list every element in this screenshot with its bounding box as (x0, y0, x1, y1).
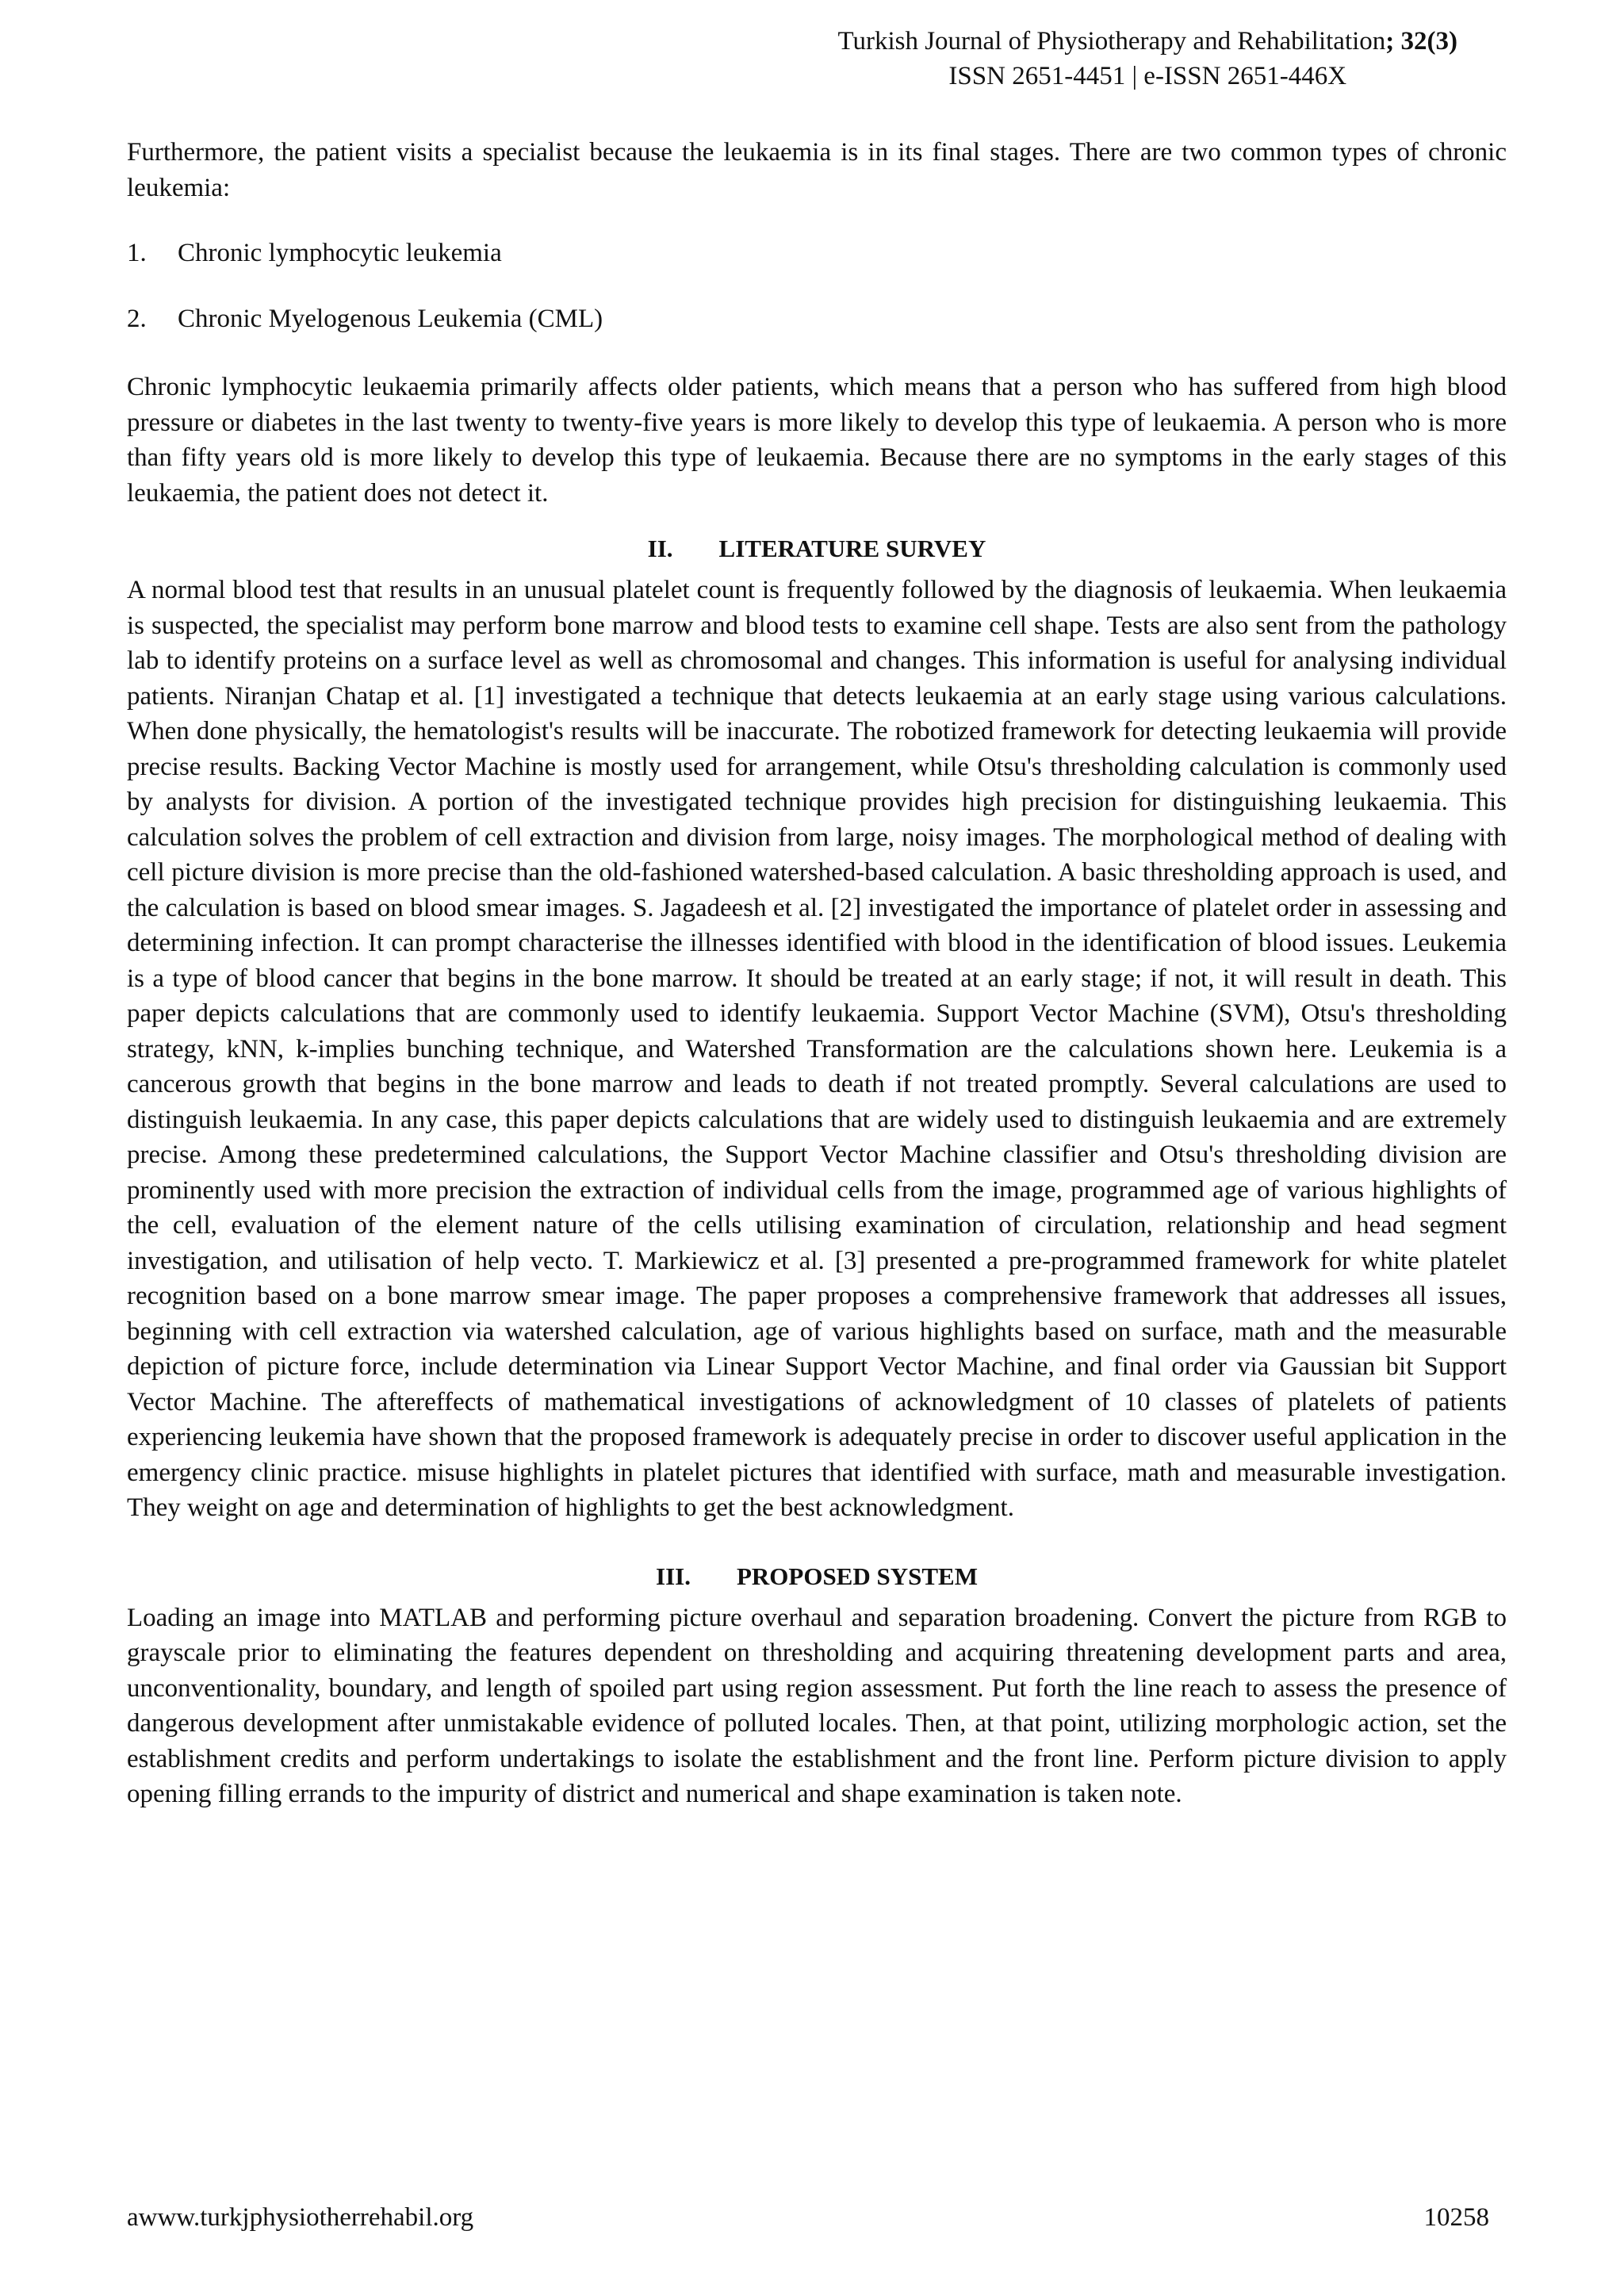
section-title: LITERATURE SURVEY (718, 535, 986, 562)
journal-title: Turkish Journal of Physiotherapy and Rehabilitation (837, 27, 1386, 56)
proposed-system-paragraph: Loading an image into MATLAB and performing picture overhaul and separation broadening. Convert the picture from RGB to grayscale prior to eliminating the features dependent on thresholding and acquiring threatening development parts and area, unconventionality, boundary, and length of spoiled part using region assessment. Put forth the line reach to assess the presence of dangerous development after unmistakable evidence of polluted locales. Then, at that point, utilizing morphologic action, set the establishment credits and perform undertakings to isolate the establishment and the front line. Perform picture division to apply opening filling errands to the impurity of district and numerical and shape examination is taken note. (127, 1603, 1507, 1808)
list-text: Chronic lymphocytic leukemia (178, 239, 502, 267)
section-number: III. (656, 1562, 691, 1590)
intro-paragraph: Furthermore, the patient visits a specialist because the leukaemia is in its final stages. There are two common types of chronic leukemia: (127, 138, 1507, 202)
journal-issn: ISSN 2651-4451 | e-ISSN 2651-446X (948, 62, 1347, 90)
section-heading-proposed-system (127, 1559, 1507, 1594)
journal-title-line (837, 24, 1457, 59)
journal-header (837, 24, 1457, 94)
list-number: 1. (127, 239, 147, 267)
list-number: 2. (127, 304, 147, 333)
section-number: II. (647, 535, 673, 562)
section-heading-literature-survey (127, 531, 1507, 566)
page-number: 10258 (1423, 2203, 1489, 2232)
literature-survey-paragraph: A normal blood test that results in an unusual platelet count is frequently followed by the diagnosis of leukaemia. When leukaemia is suspected, the specialist may perform bone marrow and blood tests to examine cell shape. Tests are also sent from the pathology lab to identify proteins on a surface level as well as chromosomal and changes. This information is useful for analysing individual patients. Niranjan Chatap et al. [1] investigated a technique that detects leukaemia at an early stage using various calculations. When done physically, the hematologist's results will be inaccurate. The robotized framework for detecting leukaemia will provide precise results. Backing Vector Machine is mostly used for arrangement, while Otsu's thresholding calculation is commonly used by analysts for division. A portion of the investigated technique provides high precision for distinguishing leukaemia. This calculation solves the problem of cell extraction and division from large, noisy images. The morphological method of dealing with cell picture division is more precise than the old-fashioned watershed-based calculation. A basic thresholding approach is used, and the calculation is based on blood smear images. S. Jagadeesh et al. [2] investigated the importance of platelet order in assessing and determining infection. It can prompt characterise the illnesses identified with blood in the identification of blood issues. Leukemia is a type of blood cancer that begins in the bone marrow. It should be treated at an early stage; if not, it will result in death. This paper depicts calculations that are commonly used to identify leukaemia. Support Vector Machine (SVM), Otsu's thresholding strategy, kNN, k-implies bunching technique, and Watershed Transformation are the calculations shown here. Leukemia is a cancerous growth that begins in the bone marrow and leads to death if not treated promptly. Several calculations are used to distinguish leukaemia. In any case, this paper depicts calculations that are widely used to distinguish leukaemia and are extremely precise. Among these predetermined calculations, the Support Vector Machine classifier and Otsu's thresholding division are prominently used with more precision the extraction of individual cells from the image, programmed age of various highlights of the cell, evaluation of the element nature of the cells utilising examination of circulation, relationship and head segment investigation, and utilisation of help vecto. T. Markiewicz et al. [3] presented a pre-programmed framework for white platelet recognition based on a bone marrow smear image. The paper proposes a comprehensive framework that addresses all issues, beginning with cell extraction via watershed calculation, age of various highlights based on surface, math and the measurable depiction of picture force, include determination via Linear Support Vector Machine, and final order via Gaussian bit Support Vector Machine. The aftereffects of mathematical investigations of acknowledgment of 10 classes of platelets of patients experiencing leukemia have shown that the proposed framework is adequately precise in order to discover useful application in the emergency clinic practice. misuse highlights in platelet pictures that identified with surface, math and measurable investigation. They weight on age and determination of highlights to get the best acknowledgment. (127, 576, 1507, 1522)
chronic-paragraph: Chronic lymphocytic leukaemia primarily affects older patients, which means that a person who has suffered from high blood pressure or diabetes in the last twenty to twenty-five years is more likely to develop this type of leukaemia. A person who is more than fifty years old is more likely to develop this type of leukaemia. Because there are no symptoms in the early stages of this leukaemia, the patient does not detect it. (127, 373, 1507, 508)
footer-url[interactable]: awww.turkjphysiotherrehabil.org (127, 2203, 474, 2232)
page-body (127, 135, 1507, 1812)
list-item (127, 236, 1507, 271)
list-text: Chronic Myelogenous Leukemia (CML) (178, 304, 603, 333)
section-title: PROPOSED SYSTEM (736, 1562, 978, 1590)
list-item (127, 301, 1507, 337)
journal-issue: ; 32(3) (1385, 27, 1457, 56)
